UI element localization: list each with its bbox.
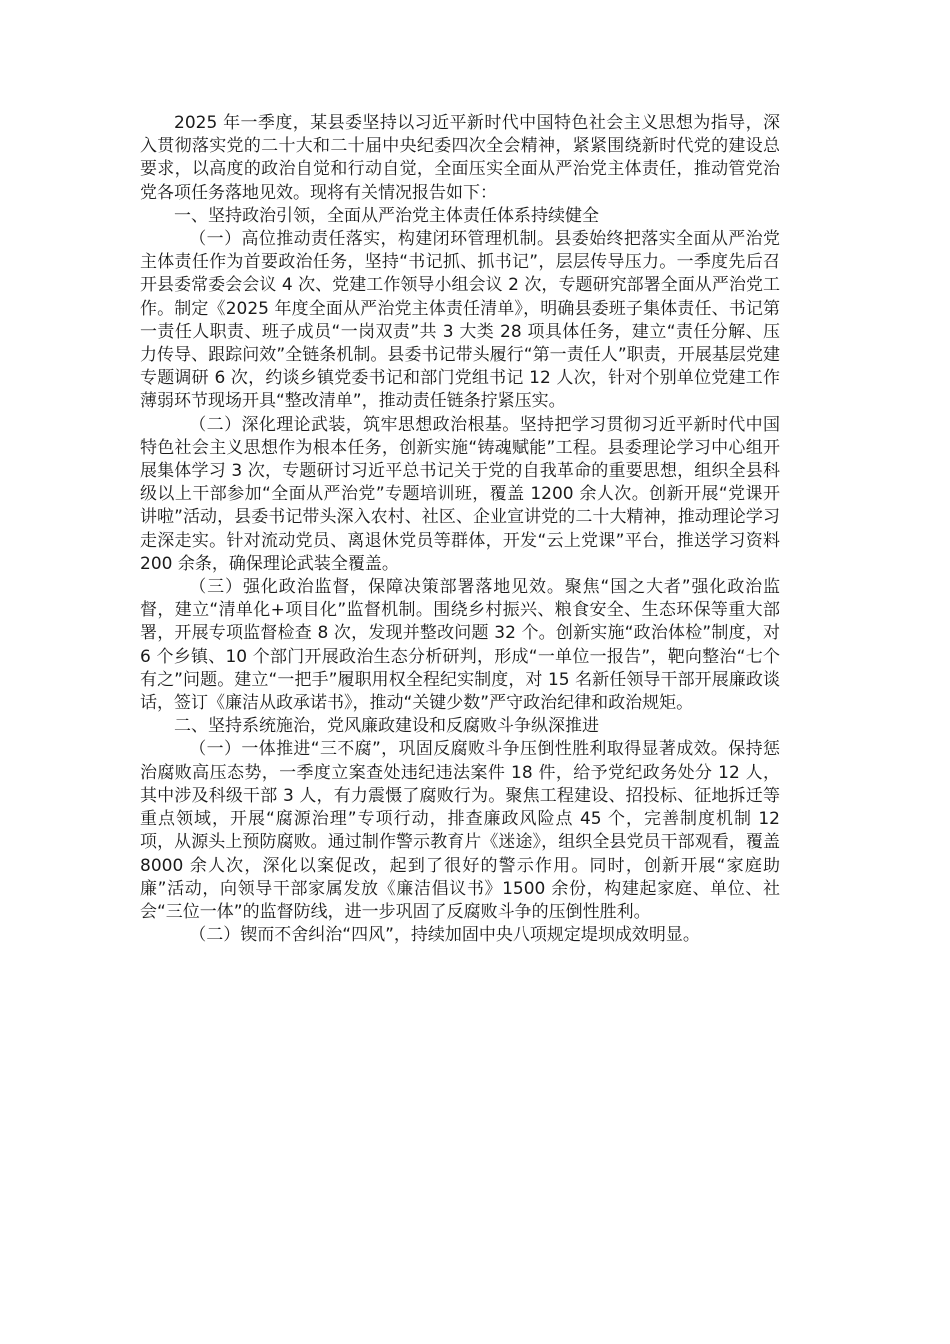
- intro-paragraph: 2025 年一季度，某县委坚持以习近平新时代中国特色社会主义思想为指导，深入贯彻落实党的二十大和二十届中央纪委四次全会精神，紧紧围绕新时代党的建设总要求，以高度的政治自觉和行动自觉，全面压实全面从严治党主体责任，推动管党治党各项任务落地见效。现将有关情况报告如下：: [140, 113, 780, 203]
- subsection-1-1: （一）高位推动责任落实，构建闭环管理机制。县委始终把落实全面从严治党主体责任作为首要政治任务，坚持“书记抓、抓书记”，层层传导压力。一季度先后召开县委常委会会议 4 次、党建工作领导小组会议 2 次，专题研究部署全面从严治党工作。制定《2025 年度全面从严治党主体责任清单》，明确县委班子集体责任、书记第一责任人职责、班子成员“一岗双责”共 3 大类 28 项具体任务，建立“责任分解、压力传导、跟踪问效”全链条机制。县委书记带头履行“第一责任人”职责，开展基层党建专题调研 6 次，约谈乡镇党委书记和部门党组书记 12 人次，针对个别单位党建工作薄弱环节现场开具“整改清单”，推动责任链条拧紧压实。: [140, 229, 780, 412]
- section-heading-2: 二、坚持系统施治，党风廉政建设和反腐败斗争纵深推进: [174, 716, 599, 737]
- subsection-2-1: （一）一体推进“三不腐”，巩固反腐败斗争压倒性胜利取得显著成效。保持惩治腐败高压态势，一季度立案查处违纪违法案件 18 件，给予党纪政务处分 12 人，其中涉及科级干部 3 人，有力震慑了腐败行为。聚焦工程建设、招投标、征地拆迁等重点领域，开展“腐源治理”专项行动，排查廉政风险点 45 个，完善制度机制 12 项，从源头上预防腐败。通过制作警示教育片《迷途》，组织全县党员干部观看，覆盖 8000 余人次，深化以案促改，起到了很好的警示作用。同时，创新开展“家庭助廉”活动，向领导干部家属发放《廉洁倡议书》1500 余份，构建起家庭、单位、社会“三位一体”的监督防线，进一步巩固了反腐败斗争的压倒性胜利。: [140, 739, 780, 922]
- subsection-2-2: （二）锲而不舍纠治“四风”，持续加固中央八项规定堤坝成效明显。: [189, 925, 700, 946]
- section-heading-1: 一、坚持政治引领，全面从严治党主体责任体系持续健全: [174, 205, 599, 226]
- subsection-1-2: （二）深化理论武装，筑牢思想政治根基。坚持把学习贯彻习近平新时代中国特色社会主义思想作为根本任务，创新实施“铸魂赋能”工程。县委理论学习中心组开展集体学习 3 次，专题研讨习近平总书记关于党的自我革命的重要思想，组织全县科级以上干部参加“全面从严治党”专题培训班，覆盖 1200 余人次。创新开展“党课开讲啦”活动，县委书记带头深入农村、社区、企业宣讲党的二十大精神，推动理论学习走深走实。针对流动党员、离退休党员等群体，开发“云上党课”平台，推送学习资料 200 余条，确保理论武装全覆盖。: [140, 414, 780, 574]
- subsection-1-3: （三）强化政治监督，保障决策部署落地见效。聚焦“国之大者”强化政治监督，建立“清单化+项目化”监督机制。围绕乡村振兴、粮食安全、生态环保等重大部署，开展专项监督检查 8 次，发现并整改问题 32 个。创新实施“政治体检”制度，对 6 个乡镇、10 个部门开展政治生态分析研判，形成“一单位一报告”，靶向整治“七个有之”问题。建立“一把手”履职用权全程纪实制度，对 15 名新任领导干部开展廉政谈话，签订《廉洁从政承诺书》，推动“关键少数”严守政治纪律和政治规矩。: [140, 577, 780, 714]
- document-body: [140, 112, 780, 947]
